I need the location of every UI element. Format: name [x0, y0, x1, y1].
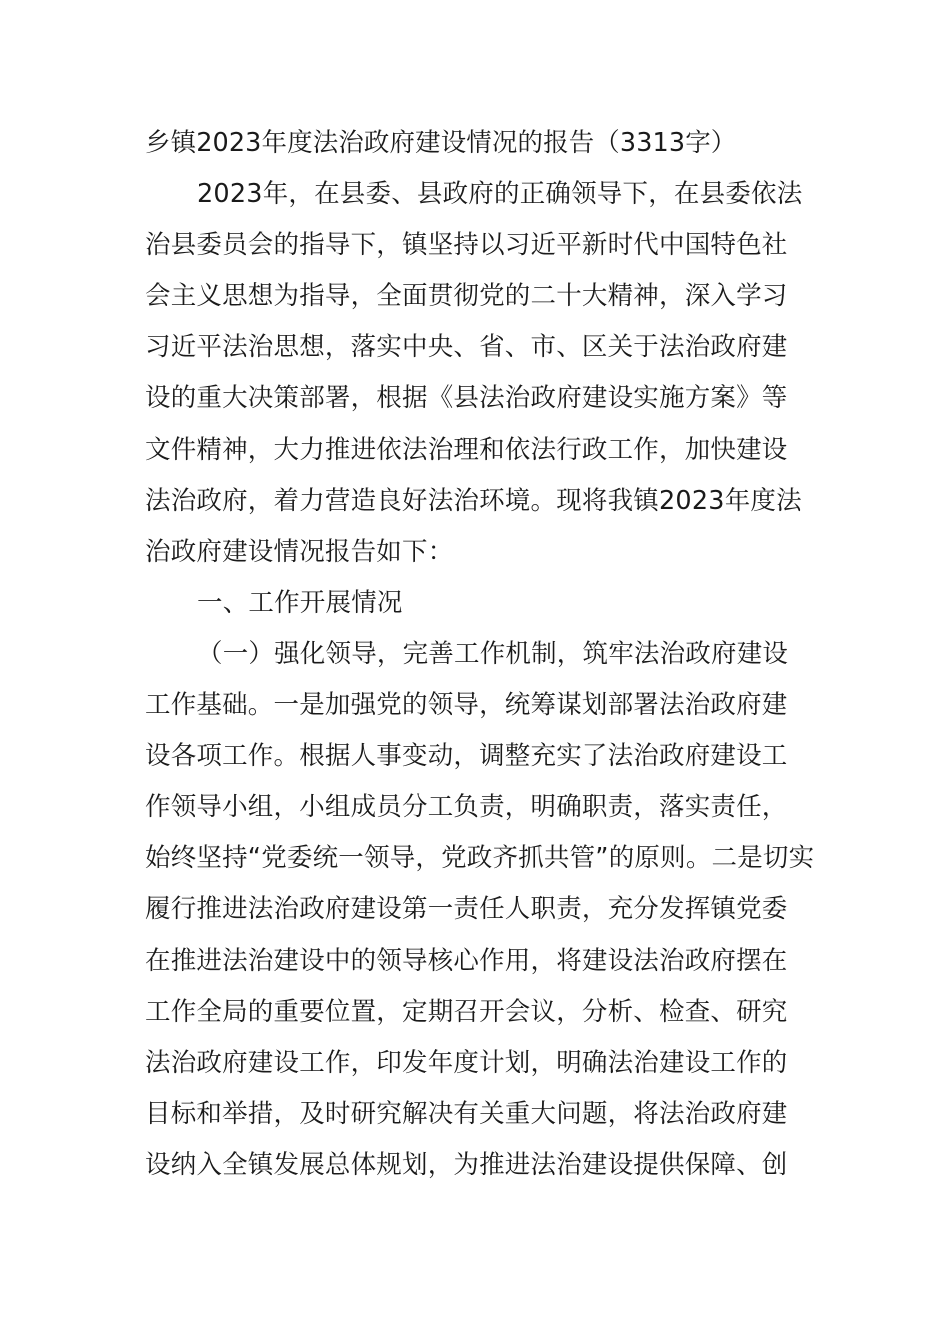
paragraph-line: 履行推进法治政府建设第一责任人职责，充分发挥镇党委	[145, 894, 788, 925]
paragraph-line: 会主义思想为指导，全面贯彻党的二十大精神，深入学习	[145, 281, 788, 312]
paragraph-line: 2023年，在县委、县政府的正确领导下，在县委依法	[197, 179, 803, 210]
paragraph-line: 始终坚持“党委统一领导，党政齐抓共管”的原则。二是切实	[145, 843, 815, 874]
document-body	[145, 118, 815, 1191]
subsection-heading-line: （一）强化领导，完善工作机制，筑牢法治政府建设	[197, 638, 789, 669]
paragraph-line: 习近平法治思想，落实中央、省、市、区关于法治政府建	[145, 332, 788, 363]
paragraph-line: 设纳入全镇发展总体规划，为推进法治建设提供保障、创	[145, 1149, 788, 1180]
section-heading: 一、工作开展情况	[197, 587, 403, 618]
paragraph-line: 工作全局的重要位置，定期召开会议，分析、检查、研究	[145, 996, 788, 1027]
document-title: 乡镇2023年度法治政府建设情况的报告（3313字）	[145, 128, 737, 158]
paragraph-line: 工作基础。一是加强党的领导，统筹谋划部署法治政府建	[145, 690, 788, 721]
paragraph-line: 目标和举措，及时研究解决有关重大问题，将法治政府建	[145, 1098, 788, 1129]
paragraph-line: 治县委员会的指导下，镇坚持以习近平新时代中国特色社	[145, 230, 788, 261]
paragraph-line: 设的重大决策部署，根据《县法治政府建设实施方案》等	[145, 383, 788, 414]
paragraph-line: 在推进法治建设中的领导核心作用，将建设法治政府摆在	[145, 945, 788, 976]
paragraph-line: 文件精神，大力推进依法治理和依法行政工作，加快建设	[145, 434, 788, 465]
paragraph-line: 法治政府建设工作，印发年度计划，明确法治建设工作的	[145, 1047, 788, 1078]
paragraph-line: 治政府建设情况报告如下：	[145, 536, 454, 567]
paragraph-line: 作领导小组，小组成员分工负责，明确职责，落实责任，	[145, 792, 788, 823]
paragraph-line: 设各项工作。根据人事变动，调整充实了法治政府建设工	[145, 741, 788, 772]
paragraph-line: 法治政府，着力营造良好法治环境。现将我镇2023年度法	[145, 485, 802, 516]
